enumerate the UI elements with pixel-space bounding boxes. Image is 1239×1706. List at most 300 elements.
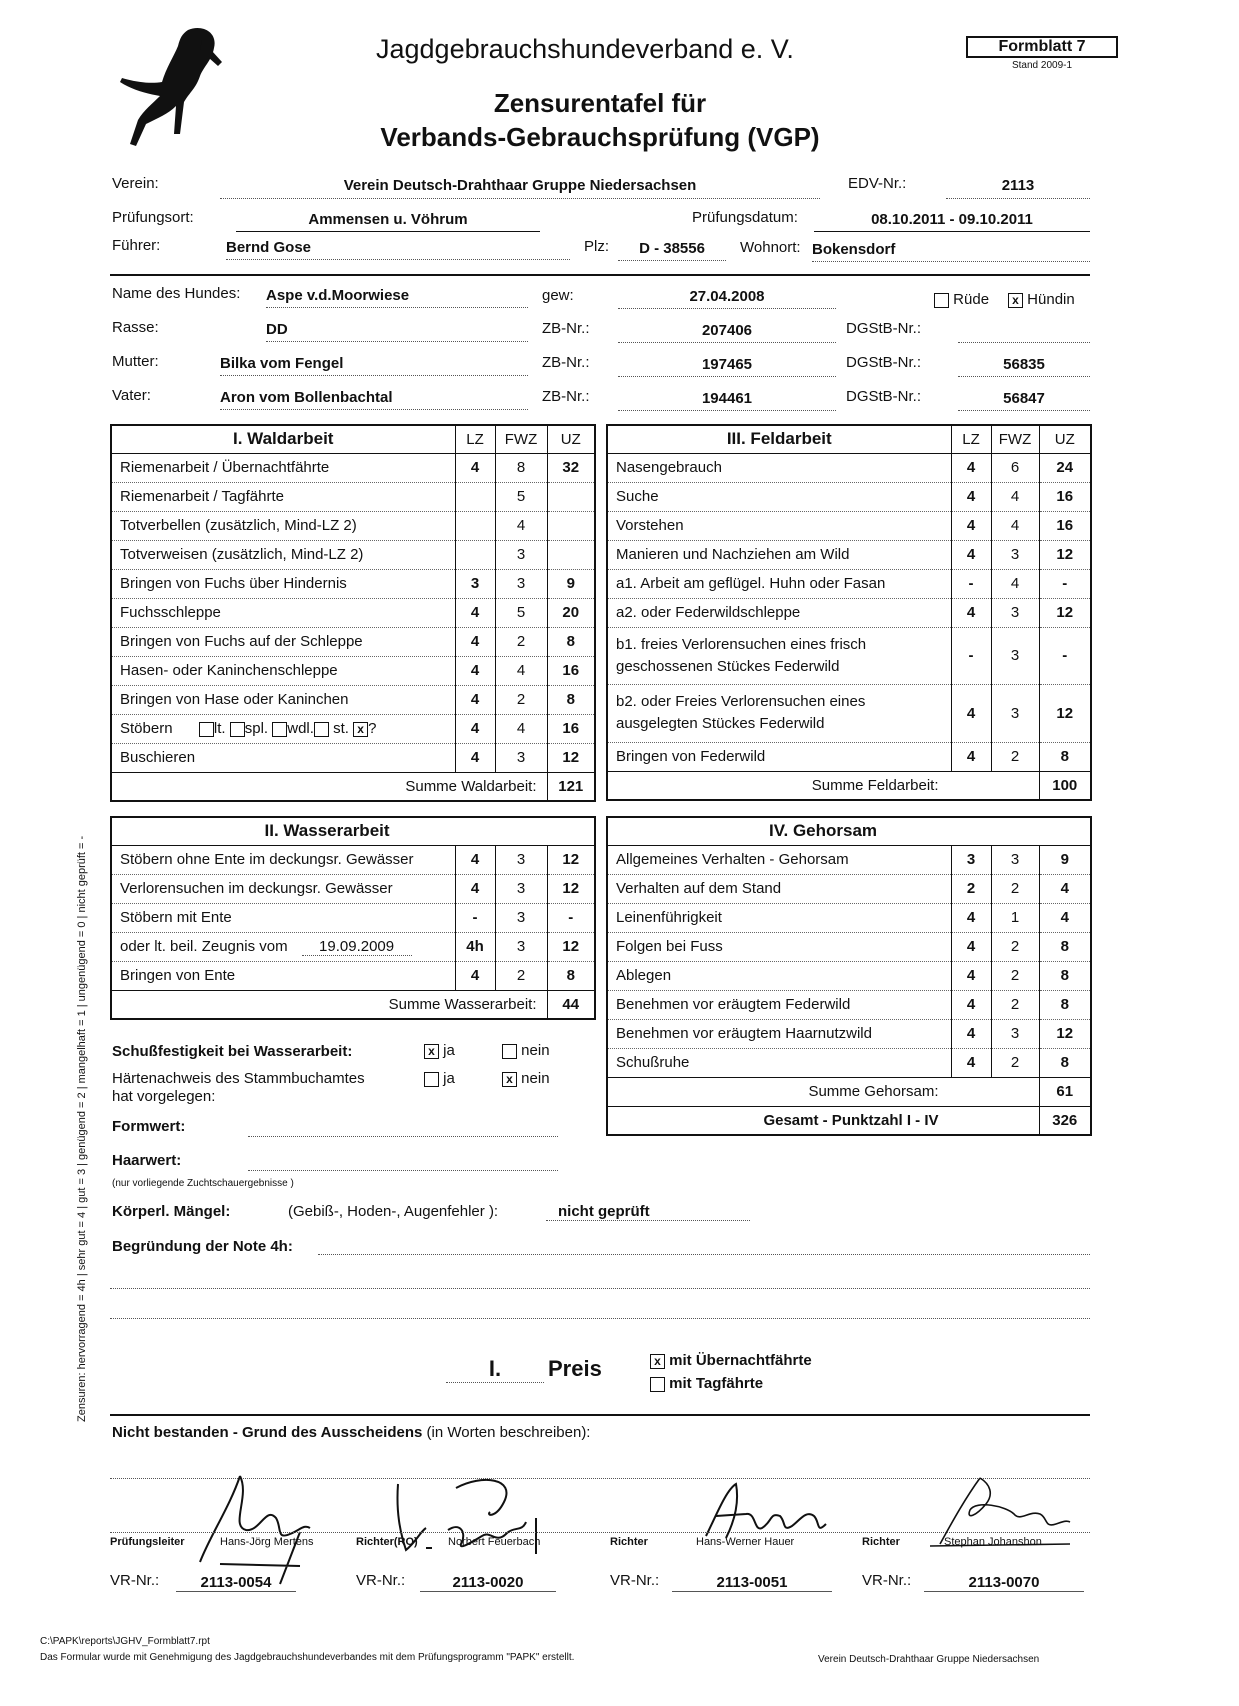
table-header [607,425,1091,453]
sum-label: Summe Gehorsam: [607,1077,1039,1106]
fwz-cell: 4 [991,569,1039,598]
schuss-nein-label: nein [521,1042,550,1059]
lz-cell: 4 [455,453,495,482]
uz-cell: - [1039,569,1091,598]
stoebern-wdl-label: wdl. [287,720,314,737]
fwz-cell: 3 [495,903,547,932]
zeugnis-date: 19.09.2009 [302,938,412,956]
fwz-cell: 2 [991,932,1039,961]
fwz-cell: 2 [991,990,1039,1019]
table-row [111,569,595,598]
uz-cell: 8 [1039,1048,1091,1077]
lz-cell [455,511,495,540]
huendin-box[interactable]: x [1008,293,1023,308]
fuehrer-label: Führer: [112,237,161,254]
gesamt-value: 326 [1039,1106,1091,1135]
row-label: Bringen von Fuchs auf der Schleppe [111,627,455,656]
row-label: Nasengebrauch [607,453,951,482]
b2-line1: b2. oder Freies Verlorensuchen eines [616,693,866,710]
dgs-hund-value [958,322,1090,343]
lz-cell: 4 [455,743,495,772]
table-row [111,903,595,932]
stoebern-spl-box[interactable] [230,722,245,737]
richter-3-role: Richter [610,1536,648,1548]
row-label: Riemenarbeit / Tagfährte [111,482,455,511]
row-label: Totverweisen (zusätzlich, Mind-LZ 2) [111,540,455,569]
rasse-value: DD [266,321,528,342]
fwz-cell: 2 [991,1048,1039,1077]
haerte-nein-box[interactable]: x [502,1072,517,1087]
row-label: Buschieren [111,743,455,772]
vr-label-2: VR-Nr.: [356,1572,406,1589]
fwz-cell: 5 [495,598,547,627]
fwz-cell: 8 [495,453,547,482]
preis-uebernacht[interactable] [650,1352,812,1369]
dgs-label-mutter: DGStB-Nr.: [846,354,922,371]
stoebern-q-label: ? [368,720,377,737]
uz-cell: 24 [1039,453,1091,482]
table-row [607,845,1091,874]
uz-cell: - [1039,627,1091,684]
preis-uebernacht-box[interactable]: x [650,1354,665,1369]
wohnort-label: Wohnort: [740,239,801,256]
sum-value: 100 [1039,771,1091,800]
sum-label: Summe Feldarbeit: [607,771,1039,800]
dgs-label: DGStB-Nr.: [846,320,922,337]
divider [110,1414,1090,1416]
row-label: Benehmen vor eräugtem Haarnutzwild [607,1019,951,1048]
fwz-cell: 2 [991,961,1039,990]
table-row [111,453,595,482]
table-header [111,425,595,453]
wasserarbeit-table [110,816,596,1020]
lz-cell: 4 [951,932,991,961]
sum-label: Summe Waldarbeit: [111,772,547,801]
schuss-nein[interactable] [502,1042,550,1059]
fwz-cell: 4 [495,511,547,540]
zeugnis-label: oder lt. beil. Zeugnis vom [120,937,288,955]
gehorsam-table [606,816,1092,1136]
table-row-b1 [607,627,1091,684]
row-label: Verhalten auf dem Stand [607,874,951,903]
row-label: Ablegen [607,961,951,990]
uz-cell [547,511,595,540]
haerte-ja-label: ja [443,1070,455,1087]
huendin-label: Hündin [1027,291,1075,308]
row-label: Schußruhe [607,1048,951,1077]
nicht-bestanden [112,1424,590,1441]
schuss-label: Schußfestigkeit bei Wasserarbeit: [112,1043,353,1060]
fwz-cell: 4 [991,511,1039,540]
zb-label-mutter: ZB-Nr.: [542,354,590,371]
b1-line1: b1. freies Verlorensuchen eines frisch [616,635,867,653]
uz-cell: 8 [1039,742,1091,771]
zb-label: ZB-Nr.: [542,320,590,337]
fwz-cell: 2 [495,627,547,656]
feldarbeit-table [606,424,1092,801]
sum-value: 121 [547,772,595,801]
uz-cell [547,540,595,569]
table-header [111,817,595,845]
gew-value: 27.04.2008 [618,288,836,309]
uz-cell: 16 [547,656,595,685]
signature-line [110,1532,1090,1533]
nicht-bestanden-bold: Nicht bestanden - Grund des Ausscheidens [112,1424,423,1441]
lz-cell: 4 [455,961,495,990]
fwz-cell: 2 [495,685,547,714]
haarwert-line [248,1170,558,1171]
schuss-nein-box[interactable] [502,1044,517,1059]
table-row [607,1048,1091,1077]
haerte-ja-box[interactable] [424,1072,439,1087]
koerper-label: Körperl. Mängel: [112,1203,231,1220]
table-row [111,874,595,903]
table-row [111,743,595,772]
signature-2 [386,1472,556,1562]
richter-4-role: Richter [862,1536,900,1548]
schuss-ja-box[interactable]: x [424,1044,439,1059]
table-row [111,685,595,714]
lz-cell: 4 [455,627,495,656]
row-label: Allgemeines Verhalten - Gehorsam [607,845,951,874]
fwz-cell: 3 [495,874,547,903]
uz-cell: 32 [547,453,595,482]
lz-cell: - [455,903,495,932]
zb-label-vater: ZB-Nr.: [542,388,590,405]
uz-cell: 8 [1039,932,1091,961]
pruefungsdatum-value: 08.10.2011 - 09.10.2011 [814,211,1090,232]
mutter-label: Mutter: [112,353,159,370]
lz-cell: - [951,569,991,598]
huendin-check[interactable] [1008,291,1075,308]
uz-cell: 12 [547,932,595,961]
richter-4-name: Stephan Johanshon [944,1536,1042,1548]
table-row [607,742,1091,771]
gesamt-label: Gesamt - Punktzahl I - IV [607,1106,1039,1135]
fwz-cell: 4 [991,482,1039,511]
richter-3-name: Hans-Werner Hauer [696,1536,795,1548]
zeugnis-cell [111,932,455,961]
row-label: Bringen von Federwild [607,742,951,771]
row-label: Riemenarbeit / Übernachtfährte [111,453,455,482]
stand: Stand 2009-1 [1011,60,1073,71]
hund-name-value: Aspe v.d.Moorwiese [266,287,528,308]
lz-cell: 4 [951,453,991,482]
fwz-cell: 3 [495,845,547,874]
sum-row [607,1077,1091,1106]
table-row [111,627,595,656]
jghv-logo [118,22,238,150]
richter-1-name: Hans-Jörg Mertens [220,1536,314,1548]
schuss-ja[interactable] [424,1042,455,1059]
uz-cell: 8 [547,627,595,656]
haerte-line2: hat vorgelegen: [112,1088,216,1105]
vr-value-4: 2113-0070 [924,1574,1084,1592]
uz-cell: 12 [1039,598,1091,627]
stoebern-wdl-box[interactable] [272,722,287,737]
section-title: III. Feldarbeit [607,425,951,453]
stoebern-cell [111,714,455,743]
col-uz: UZ [1039,425,1091,453]
lz-cell: 4 [951,990,991,1019]
sum-row [111,772,595,801]
nicht-bestanden-normal: (in Worten beschreiben): [422,1424,591,1441]
lz-cell: 4 [951,482,991,511]
fwz-cell: 3 [991,845,1039,874]
ruede-check[interactable] [934,291,989,308]
fwz-cell: 4 [495,656,547,685]
fwz-cell: 1 [991,903,1039,932]
org-name: Jagdgebrauchshundeverband e. V. [376,34,794,64]
formwert-line [248,1136,558,1137]
lz-cell: 4 [951,1048,991,1077]
vr-label-4: VR-Nr.: [862,1572,912,1589]
table-row [607,961,1091,990]
lz-cell [455,482,495,511]
col-fwz: FWZ [495,425,547,453]
vr-value-2: 2113-0020 [420,1574,556,1592]
row-label: Fuchsschleppe [111,598,455,627]
begruendung-line3 [110,1318,1090,1319]
hund-name-label: Name des Hundes: [112,285,241,302]
stoebern-q-box[interactable]: x [353,722,368,737]
schuss-ja-label: ja [443,1042,455,1059]
fwz-cell: 2 [991,874,1039,903]
footer-verein: Verein Deutsch-Drahthaar Gruppe Niedersachsen [818,1654,1040,1665]
row-label [607,627,951,684]
uz-cell: 16 [547,714,595,743]
ruede-box[interactable] [934,293,949,308]
uz-cell: - [547,903,595,932]
uz-cell: 8 [1039,961,1091,990]
fwz-cell: 3 [495,743,547,772]
table-row-zeugnis [111,932,595,961]
fwz-cell: 3 [991,1019,1039,1048]
table-row [607,511,1091,540]
uz-cell: 4 [1039,874,1091,903]
dgs-label-vater: DGStB-Nr.: [846,388,922,405]
row-label: Verlorensuchen im deckungsr. Gewässer [111,874,455,903]
uz-cell: 12 [547,845,595,874]
row-label [607,684,951,742]
uz-cell: 12 [1039,540,1091,569]
row-label: a2. oder Federwildschleppe [607,598,951,627]
table-row [111,845,595,874]
table-row [607,540,1091,569]
begruendung-line2 [110,1288,1090,1289]
table-row [607,482,1091,511]
lz-cell: 4 [951,684,991,742]
lz-cell: 4 [455,874,495,903]
uz-cell: 12 [1039,684,1091,742]
lz-cell: 3 [951,845,991,874]
table-row [607,874,1091,903]
row-label: Leinenführigkeit [607,903,951,932]
row-label: Totverbellen (zusätzlich, Mind-LZ 2) [111,511,455,540]
fwz-cell: 2 [495,961,547,990]
row-label: Bringen von Fuchs über Hindernis [111,569,455,598]
zb-hund-value: 207406 [618,322,836,343]
lz-cell: 4h [455,932,495,961]
row-label: Hasen- oder Kaninchenschleppe [111,656,455,685]
fwz-cell: 5 [495,482,547,511]
row-label: Bringen von Hase oder Kaninchen [111,685,455,714]
ruede-label: Rüde [953,291,990,308]
uz-cell: 20 [547,598,595,627]
col-lz: LZ [455,425,495,453]
haarwert-label: Haarwert: [112,1152,182,1169]
title-line1: Zensurentafel für [493,88,707,118]
formwert-label: Formwert: [112,1118,186,1135]
table-row [607,990,1091,1019]
fwz-cell: 3 [991,598,1039,627]
fwz-cell: 3 [495,932,547,961]
begruendung-label: Begründung der Note 4h: [112,1238,293,1255]
richter-2-role: Richter(RO) [356,1536,418,1548]
uz-cell [547,482,595,511]
sum-row [111,990,595,1019]
b1-line2: geschossenen Stückes Federwild [616,657,840,675]
uz-cell: 12 [547,743,595,772]
stoebern-label: Stöbern [120,720,173,737]
pruefungsort-value: Ammensen u. Vöhrum [236,211,540,232]
pruefungsort-label: Prüfungsort: [112,209,194,226]
row-label: Stöbern ohne Ente im deckungsr. Gewässer [111,845,455,874]
lz-cell: 4 [455,685,495,714]
vater-label: Vater: [112,387,151,404]
waldarbeit-table [110,424,596,802]
koerper-value: nicht geprüft [546,1203,750,1221]
section-title: IV. Gehorsam [607,817,1091,845]
begruendung-line1 [318,1254,1090,1255]
richter-2-name: Norbert Feuerbach [448,1536,541,1548]
preis-tag[interactable] [650,1375,763,1392]
lz-cell: 4 [951,742,991,771]
table-row [111,482,595,511]
stoebern-lt-box[interactable] [199,722,214,737]
uz-cell: 12 [547,874,595,903]
col-fwz: FWZ [991,425,1039,453]
koerper-hint: (Gebiß-, Hoden-, Augenfehler ): [288,1203,499,1220]
edv-label: EDV-Nr.: [848,175,907,192]
row-label: Folgen bei Fuss [607,932,951,961]
lz-cell: 4 [951,540,991,569]
haerte-nein-label: nein [521,1070,550,1087]
footer-path: C:\PAPK\reports\JGHV_Formblatt7.rpt [40,1636,210,1647]
lz-cell: 4 [455,714,495,743]
table-row-stoebern [111,714,595,743]
lz-cell: 4 [951,961,991,990]
table-row [607,1019,1091,1048]
uz-cell: 16 [1039,482,1091,511]
richter-1-role: Prüfungsleiter [110,1536,185,1548]
fwz-cell: 4 [495,714,547,743]
haerte-ja[interactable] [424,1070,455,1087]
vr-value-3: 2113-0051 [672,1574,832,1592]
zensuren-legend: Zensuren: hervorragend = 4h | sehr gut = 4 | gut = 3 | genügend = 2 | mangelhaft = 1 | ungenügend = 0 | nicht geprüft = - [76,835,88,1422]
row-label: a1. Arbeit am geflügel. Huhn oder Fasan [607,569,951,598]
pruefungsdatum-label: Prüfungsdatum: [692,209,798,226]
uz-cell: 9 [547,569,595,598]
uz-cell: 9 [1039,845,1091,874]
table-row [111,598,595,627]
fuehrer-value: Bernd Gose [226,239,570,260]
fwz-cell: 3 [495,540,547,569]
zucht-note: (nur vorliegende Zuchtschauergebnisse ) [112,1178,294,1189]
uz-cell: 8 [547,961,595,990]
table-row-b2 [607,684,1091,742]
uz-cell: 4 [1039,903,1091,932]
edv-value: 2113 [946,177,1090,199]
fwz-cell: 2 [991,742,1039,771]
footer-note: Das Formular wurde mit Genehmigung des Jagdgebrauchshundeverbandes mit dem Prüfungsprogramm "PAPK" erstellt. [40,1652,575,1663]
lz-cell: 4 [951,903,991,932]
signature-1 [180,1466,330,1586]
dgs-mutter-value: 56835 [958,356,1090,377]
table-row [111,511,595,540]
fwz-cell: 3 [991,684,1039,742]
row-label: Vorstehen [607,511,951,540]
sum-row [607,771,1091,800]
fwz-cell: 3 [495,569,547,598]
table-row [607,453,1091,482]
fwz-cell: 3 [991,627,1039,684]
preis-uebernacht-label: mit Übernachtfährte [669,1352,812,1369]
stoebern-st-box[interactable] [314,722,329,737]
b2-line2: ausgelegten Stückes Federwild [616,715,825,732]
preis-tag-label: mit Tagfährte [669,1375,764,1392]
preis-tag-box[interactable] [650,1377,665,1392]
sum-value: 44 [547,990,595,1019]
table-row [111,540,595,569]
plz-value: D - 38556 [618,240,726,261]
vr-label-3: VR-Nr.: [610,1572,660,1589]
section-title: II. Wasserarbeit [111,817,595,845]
lz-cell: 4 [455,656,495,685]
plz-label: Plz: [584,238,610,255]
zb-mutter-value: 197465 [618,356,836,377]
table-row [111,961,595,990]
section-title: I. Waldarbeit [111,425,455,453]
fwz-cell: 6 [991,453,1039,482]
uz-cell: 12 [1039,1019,1091,1048]
table-row [111,656,595,685]
row-label: Stöbern mit Ente [111,903,455,932]
uz-cell: 8 [1039,990,1091,1019]
table-row [607,598,1091,627]
gew-label: gew: [542,287,574,304]
lz-cell: 4 [951,598,991,627]
table-row [607,932,1091,961]
table-header [607,817,1091,845]
haerte-nein[interactable] [502,1070,550,1087]
vr-value-1: 2113-0054 [176,1574,296,1592]
preis-number: I. [446,1356,544,1383]
wohnort-value: Bokensdorf [812,241,1090,262]
dgs-vater-value: 56847 [958,390,1090,411]
uz-cell: 8 [547,685,595,714]
title-line2: Verbands-Gebrauchsprüfung (VGP) [380,122,820,152]
mutter-value: Bilka vom Fengel [220,355,528,376]
stoebern-st-label: st. [333,720,349,737]
row-label: Manieren und Nachziehen am Wild [607,540,951,569]
rasse-label: Rasse: [112,319,159,336]
lz-cell: 4 [455,598,495,627]
table-row [607,569,1091,598]
lz-cell: 4 [455,845,495,874]
col-lz: LZ [951,425,991,453]
sum-value: 61 [1039,1077,1091,1106]
